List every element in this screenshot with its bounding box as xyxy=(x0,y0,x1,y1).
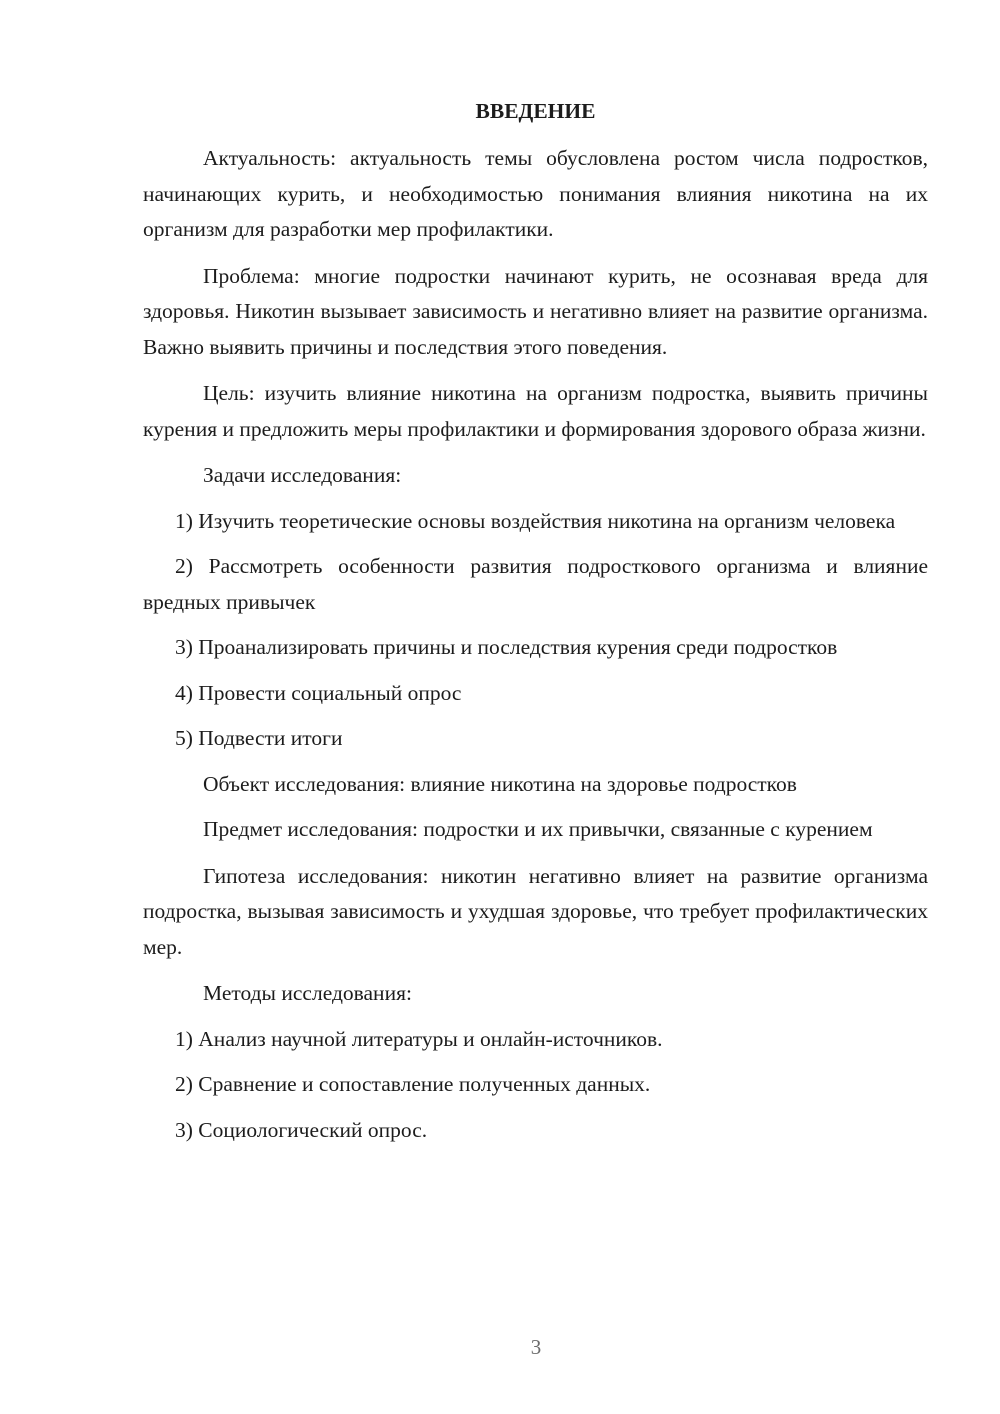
list-item: 1) Анализ научной литературы и онлайн-источников. xyxy=(175,1026,663,1051)
paragraph-goal: Цель: изучить влияние никотина на организм подростка, выявить причины курения и предложить меры профилактики и формирования здорового образа жизни. xyxy=(143,381,928,441)
tasks-heading: Задачи исследования: xyxy=(203,463,402,487)
list-item: 5) Подвести итоги xyxy=(175,726,343,750)
methods-list xyxy=(143,1022,928,1149)
list-item: 3) Социологический опрос. xyxy=(175,1117,428,1142)
list-item: 1) Изучить теоретические основы воздействия никотина на организм человека xyxy=(175,508,896,533)
paragraph-relevance: Актуальность: актуальность темы обусловлена ростом числа подростков, начинающих курить, и необходимостью понимания влияния никотина на их организм для разработки мер профилактики. xyxy=(143,146,928,241)
list-item: 2) Сравнение и сопоставление полученных данных. xyxy=(175,1072,651,1096)
page-title: ВВЕДЕНИЕ xyxy=(475,99,596,123)
methods-heading: Методы исследования: xyxy=(203,981,412,1005)
document-page xyxy=(143,96,928,1158)
tasks-list xyxy=(143,504,928,757)
paragraph-object: Объект исследования: влияние никотина на здоровье подростков xyxy=(203,771,797,796)
list-item: 4) Провести социальный опрос xyxy=(175,680,462,705)
list-item: 2) Рассмотреть особенности развития подросткового организма и влияние вредных привычек xyxy=(143,554,928,614)
page-number: 3 xyxy=(530,1335,542,1359)
paragraph-hypothesis: Гипотеза исследования: никотин негативно влияет на развитие организма подростка, вызывая зависимость и ухудшая здоровье, что требует профилактических мер. xyxy=(143,863,928,959)
paragraph-problem: Проблема: многие подростки начинают курить, не осознавая вреда для здоровья. Никотин вызывает зависимость и негативно влияет на развитие организма. Важно выявить причины и последствия этого поведения. xyxy=(143,263,928,359)
paragraph-subject: Предмет исследования: подростки и их привычки, связанные с курением xyxy=(203,817,873,841)
list-item: 3) Проанализировать причины и последствия курения среди подростков xyxy=(175,635,838,659)
